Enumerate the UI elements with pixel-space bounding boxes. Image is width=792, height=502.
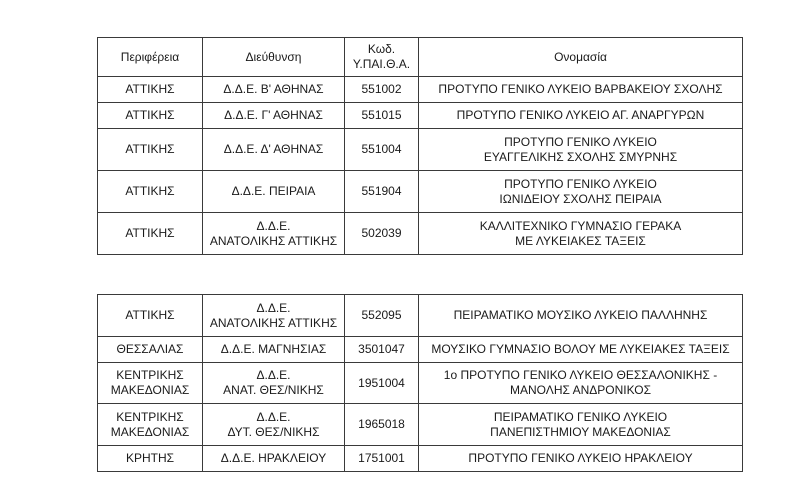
cell-code: 1965018 [345,404,419,446]
cell-region: ΑΤΤΙΚΗΣ [98,213,203,255]
cell-region: ΚΡΗΤΗΣ [98,446,203,472]
table-row [98,77,743,103]
cell-name: ΠΕΙΡΑΜΑΤΙΚΟ ΓΕΝΙΚΟ ΛΥΚΕΙΟ ΠΑΝΕΠΙΣΤΗΜΙΟΥ ΜΑΚΕΔΟΝΙΑΣ [419,404,743,446]
header-name: Ονομασία [419,38,743,77]
cell-code: 551004 [345,129,419,171]
cell-direction: Δ.Δ.Ε. Γ' ΑΘΗΝΑΣ [203,103,345,129]
cell-direction: Δ.Δ.Ε. ΑΝΑΤΟΛΙΚΗΣ ΑΤΤΙΚΗΣ [203,213,345,255]
cell-code: 502039 [345,213,419,255]
table-row [98,446,743,472]
cell-direction: Δ.Δ.Ε. Β' ΑΘΗΝΑΣ [203,77,345,103]
cell-name: 1ο ΠΡΟΤΥΠΟ ΓΕΝΙΚΟ ΛΥΚΕΙΟ ΘΕΣΣΑΛΟΝΙΚΗΣ - ΜΑΝΟΛΗΣ ΑΝΔΡΟΝΙΚΟΣ [419,363,743,404]
cell-region: ΑΤΤΙΚΗΣ [98,103,203,129]
table-row [98,103,743,129]
table-row [98,171,743,213]
table-row [98,213,743,255]
table-row [98,129,743,171]
cell-direction: Δ.Δ.Ε. ΑΝΑΤΟΛΙΚΗΣ ΑΤΤΙΚΗΣ [203,295,345,337]
cell-code: 551015 [345,103,419,129]
table-row [98,363,743,404]
cell-region: ΘΕΣΣΑΛΙΑΣ [98,337,203,363]
cell-direction: Δ.Δ.Ε. Δ' ΑΘΗΝΑΣ [203,129,345,171]
table-row [98,337,743,363]
cell-code: 551904 [345,171,419,213]
cell-name: ΠΕΙΡΑΜΑΤΙΚΟ ΜΟΥΣΙΚΟ ΛΥΚΕΙΟ ΠΑΛΛΗΝΗΣ [419,295,743,337]
cell-direction: Δ.Δ.Ε. ΠΕΙΡΑΙΑ [203,171,345,213]
cell-code: 551002 [345,77,419,103]
cell-name: ΠΡΟΤΥΠΟ ΓΕΝΙΚΟ ΛΥΚΕΙΟ ΙΩΝΙΔΕΙΟΥ ΣΧΟΛΗΣ ΠΕΙΡΑΙΑ [419,171,743,213]
table-row [98,295,743,337]
cell-region: ΑΤΤΙΚΗΣ [98,129,203,171]
table-row [98,404,743,446]
schools-table-2 [97,294,743,472]
cell-direction: Δ.Δ.Ε. ΑΝΑΤ. ΘΕΣ/ΝΙΚΗΣ [203,363,345,404]
cell-code: 1751001 [345,446,419,472]
cell-direction: Δ.Δ.Ε. ΔΥΤ. ΘΕΣ/ΝΙΚΗΣ [203,404,345,446]
cell-name: ΠΡΟΤΥΠΟ ΓΕΝΙΚΟ ΛΥΚΕΙΟ ΕΥΑΓΓΕΛΙΚΗΣ ΣΧΟΛΗΣ ΣΜΥΡΝΗΣ [419,129,743,171]
cell-region: ΑΤΤΙΚΗΣ [98,171,203,213]
cell-name: ΜΟΥΣΙΚΟ ΓΥΜΝΑΣΙΟ ΒΟΛΟΥ ΜΕ ΛΥΚΕΙΑΚΕΣ ΤΑΞΕΙΣ [419,337,743,363]
cell-direction: Δ.Δ.Ε. ΜΑΓΝΗΣΙΑΣ [203,337,345,363]
cell-code: 1951004 [345,363,419,404]
header-direction: Διεύθυνση [203,38,345,77]
cell-code: 552095 [345,295,419,337]
cell-name: ΠΡΟΤΥΠΟ ΓΕΝΙΚΟ ΛΥΚΕΙΟ ΑΓ. ΑΝΑΡΓΥΡΩΝ [419,103,743,129]
cell-name: ΠΡΟΤΥΠΟ ΓΕΝΙΚΟ ΛΥΚΕΙΟ ΒΑΡΒΑΚΕΙΟΥ ΣΧΟΛΗΣ [419,77,743,103]
cell-region: ΑΤΤΙΚΗΣ [98,295,203,337]
cell-code: 3501047 [345,337,419,363]
table-header-row [98,38,743,77]
header-code: Κωδ. Υ.ΠΑΙ.Θ.Α. [345,38,419,77]
cell-region: ΚΕΝΤΡΙΚΗΣ ΜΑΚΕΔΟΝΙΑΣ [98,404,203,446]
schools-table-1 [97,37,743,255]
cell-name: ΚΑΛΛΙΤΕΧΝΙΚΟ ΓΥΜΝΑΣΙΟ ΓΕΡΑΚΑ ΜΕ ΛΥΚΕΙΑΚΕΣ ΤΑΞΕΙΣ [419,213,743,255]
cell-name: ΠΡΟΤΥΠΟ ΓΕΝΙΚΟ ΛΥΚΕΙΟ ΗΡΑΚΛΕΙΟΥ [419,446,743,472]
cell-region: ΚΕΝΤΡΙΚΗΣ ΜΑΚΕΔΟΝΙΑΣ [98,363,203,404]
header-region: Περιφέρεια [98,38,203,77]
cell-direction: Δ.Δ.Ε. ΗΡΑΚΛΕΙΟΥ [203,446,345,472]
cell-region: ΑΤΤΙΚΗΣ [98,77,203,103]
